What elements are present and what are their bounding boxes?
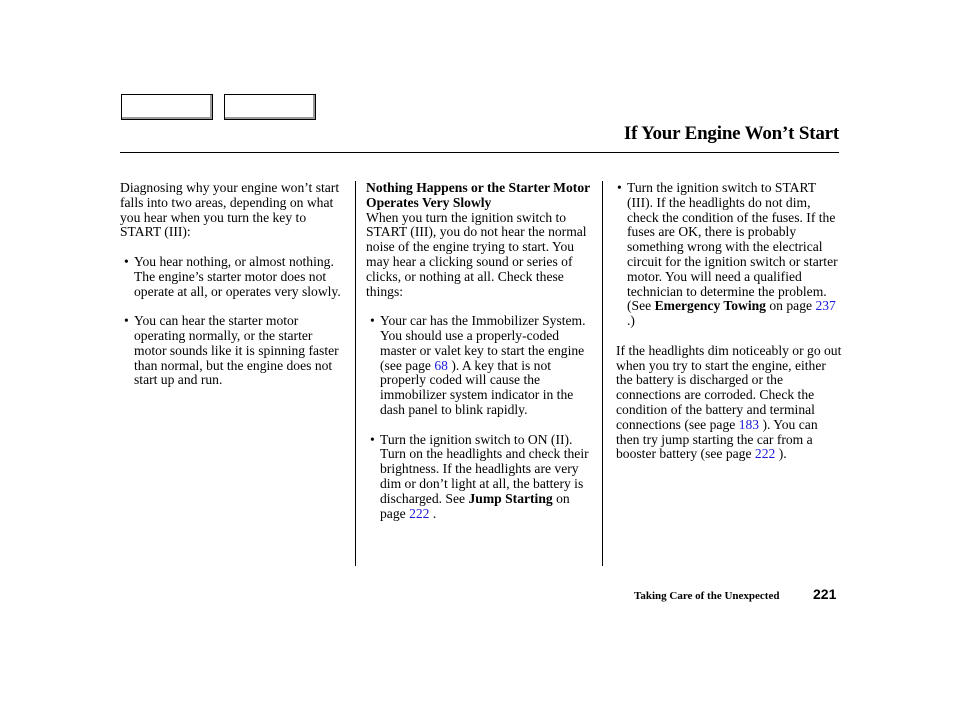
column-3 [616,181,842,462]
previous-page-button[interactable] [121,94,213,120]
emergency-towing-ref: Emergency Towing [654,298,766,314]
column-divider-2 [602,181,603,566]
section-heading: Nothing Happens or the Starter Motor Operates Very Slowly [366,180,590,210]
page-link-222-b[interactable]: 222 [754,446,776,462]
column-2 [366,181,598,521]
footer-section-title: Taking Care of the Unexpected [634,590,780,602]
section-intro: When you turn the ignition switch to START (III), you do not hear the normal noise of the engine trying to start. You may hear a clicking sound or series of clicks, or nothing at all. Check these things: [366,209,587,299]
page-link-68[interactable]: 68 [434,357,448,373]
page-number: 221 [813,586,837,602]
next-page-button[interactable] [224,94,316,120]
headlights-dim-paragraph: If the headlights dim noticeably or go out when you try to start the engine, either the battery is discharged or the connections are corroded. Check the condition of the battery and terminal connections (see page 183 ). You can then try jump starting the car from a booster battery (see page 222 ). [616,342,842,462]
bullet-start-position: • Turn the ignition switch to START (III). If the headlights do not dim, check the condition of the fuses. If the fuses are OK, there is probably something wrong with the electrical circuit for the ignition switch or starter motor. You will need a qualified technician to determine the problem. (See Emergency Towing on page 237 .) [616,181,842,329]
column-1 [120,181,346,388]
page-title: If Your Engine Won’t Start [623,123,839,144]
bullet-starter-normal: • You can hear the starter motor operating normally, or the starter motor sounds like it is spinning faster than normal, but the engine does not start up and run. [120,314,346,388]
page-link-237[interactable]: 237 [815,298,836,314]
jump-starting-ref: Jump Starting [468,490,553,506]
page-link-183[interactable]: 183 [738,416,760,432]
column-divider-1 [355,181,356,566]
bullet-headlights-check: • Turn the ignition switch to ON (II). Turn on the headlights and check their brightness. If the headlights are very dim or don’t light at all, the battery is discharged. See Jump Starting on page 222 . [366,433,598,522]
bullet-hear-nothing: • You hear nothing, or almost nothing. The engine’s starter motor does not operate at all, or operates very slowly. [120,255,346,299]
page-link-222[interactable]: 222 [409,505,430,521]
title-divider [120,152,839,153]
intro-paragraph: Diagnosing why your engine won’t start falls into two areas, depending on what you hear when you turn the key to START (III): [120,180,340,240]
bullet-immobilizer: • Your car has the Immobilizer System. You should use a properly-coded master or valet key to start the engine (see page 68 ). A key that is not properly coded will cause the immobilizer system indicator in the dash panel to blink rapidly. [366,314,598,418]
